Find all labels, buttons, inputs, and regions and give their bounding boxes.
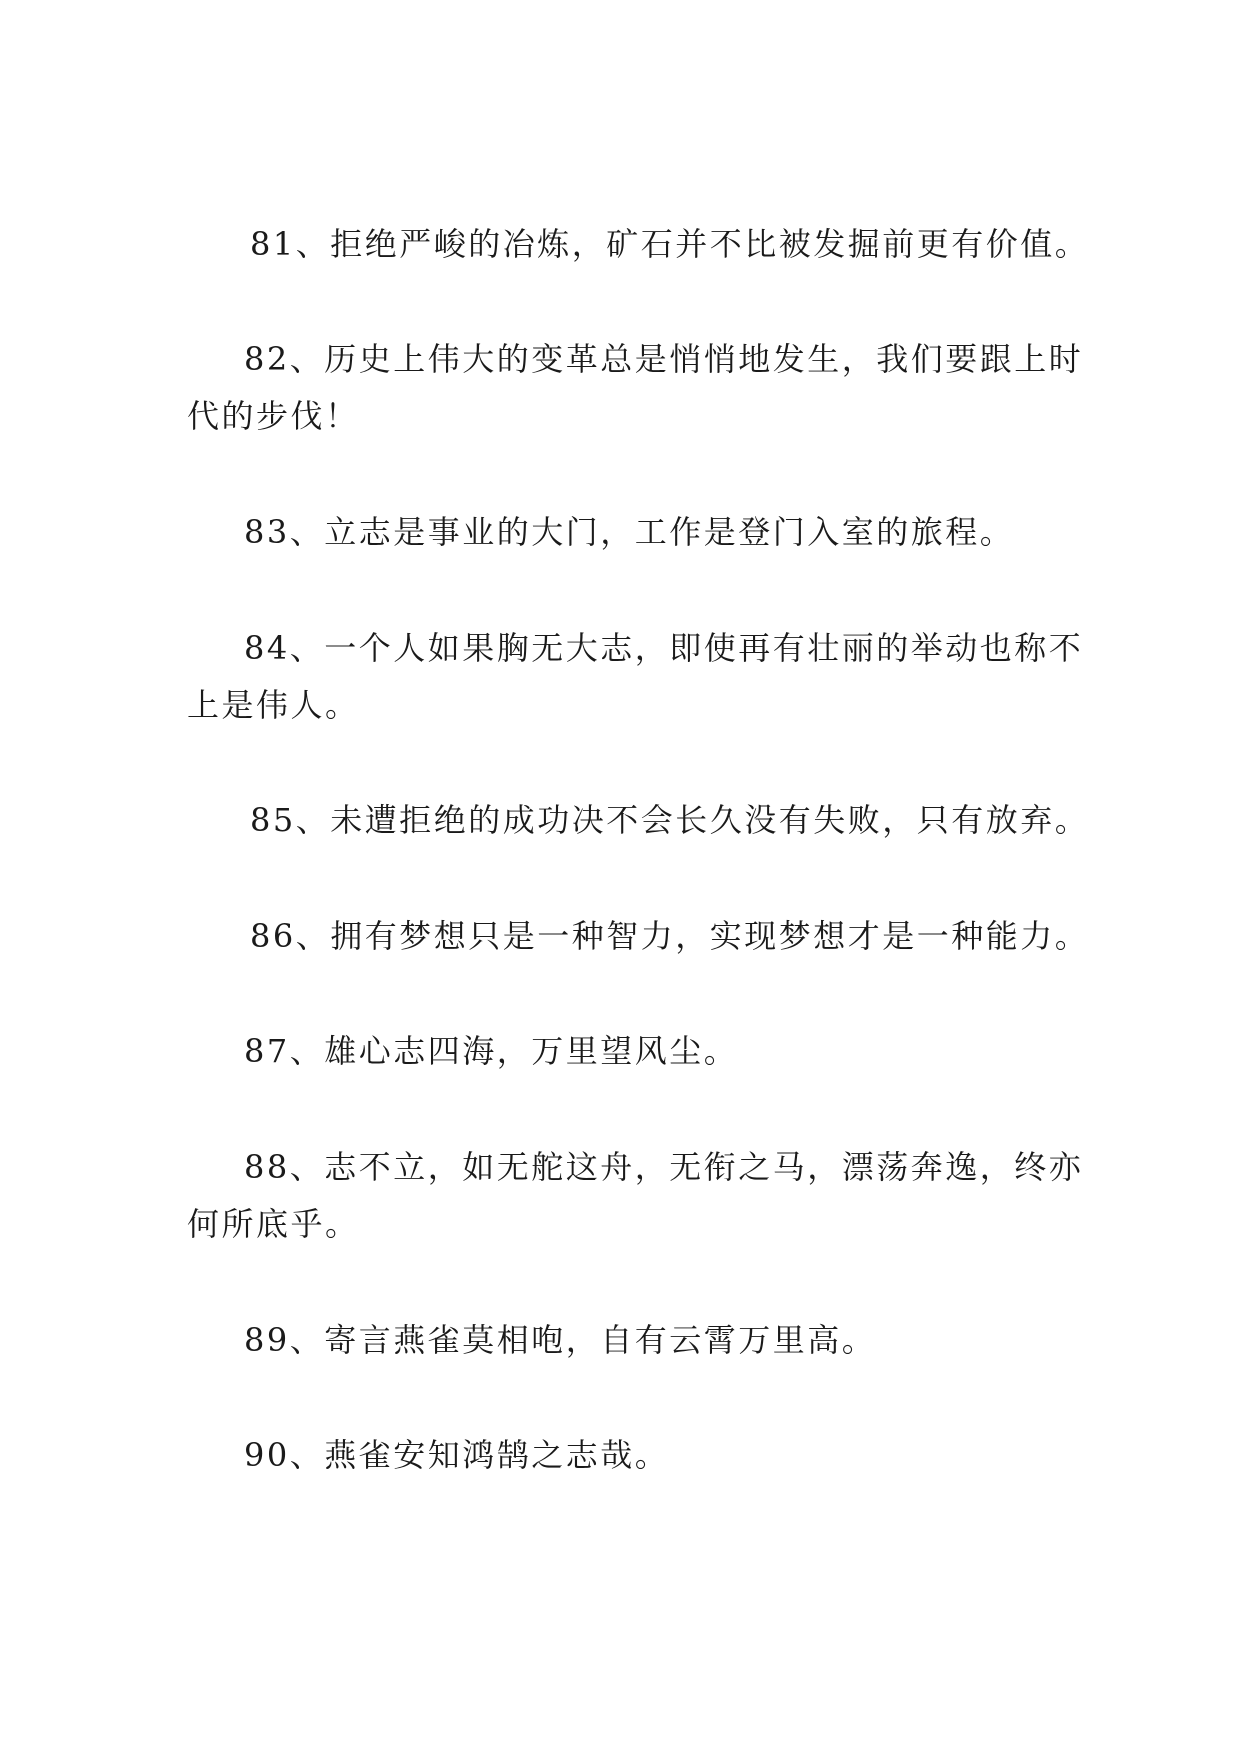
paragraph-86-line-1: 86、拥有梦想只是一种智力，实现梦想才是一种能力。 <box>250 917 1090 955</box>
paragraph-81-line-1: 81、拒绝严峻的冶炼，矿石并不比被发掘前更有价值。 <box>250 225 1090 263</box>
paragraph-89-line-1: 89、寄言燕雀莫相咆，自有云霄万里高。 <box>244 1321 877 1359</box>
paragraph-82-line-2: 代的步伐！ <box>187 397 360 435</box>
paragraph-88-line-1: 88、志不立，如无舵这舟，无衔之马，漂荡奔逸，终亦 <box>244 1148 1084 1186</box>
paragraph-83-line-1: 83、立志是事业的大门，工作是登门入室的旅程。 <box>244 513 1015 551</box>
paragraph-82-line-1: 82、历史上伟大的变革总是悄悄地发生，我们要跟上时 <box>244 340 1084 378</box>
paragraph-84-line-1: 84、一个人如果胸无大志，即使再有壮丽的举动也称不 <box>244 629 1084 667</box>
paragraph-85-line-1: 85、未遭拒绝的成功决不会长久没有失败，只有放弃。 <box>250 801 1090 839</box>
paragraph-88-line-2: 何所底乎。 <box>187 1205 360 1243</box>
paragraph-87-line-1: 87、雄心志四海，万里望风尘。 <box>244 1032 739 1070</box>
paragraph-84-line-2: 上是伟人。 <box>187 686 360 724</box>
paragraph-90-line-1: 90、燕雀安知鸿鹄之志哉。 <box>244 1436 670 1474</box>
